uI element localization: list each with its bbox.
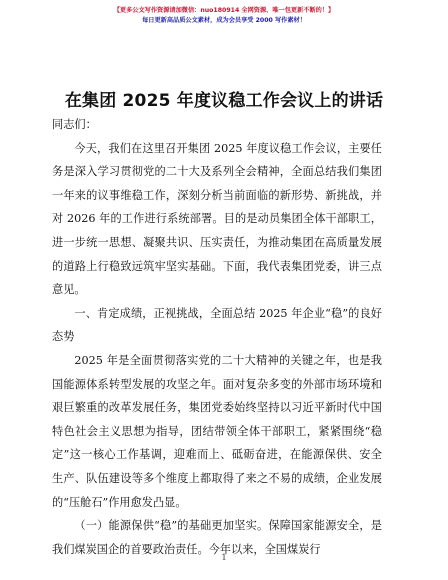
document-title: 在集团 2025 年度议稳工作会议上的讲话 (64, 91, 384, 111)
section-heading-1: 一、肯定成绩，正视挑战，全面总结 2025 年企业“稳”的良好态势 (52, 306, 382, 344)
document-body (52, 113, 382, 561)
paragraph-energy-supply: （一）能源保供“稳”的基础更加坚实。保障国家能源安全，是我们煤炭国企的首要政治责任。今年以来，全国煤炭行 (52, 519, 382, 556)
promo-line-membership: 每日更新高品质公文素材，成为会员享受 2000 写作素材！ (142, 17, 306, 24)
promo-line-wechat: 【更多公文写作资源请加微信：nuo180914 全网资源、唯一包更新不断的！】 (113, 7, 335, 14)
greeting: 同志们： (52, 118, 97, 131)
promo-banner (0, 6, 448, 26)
paragraph-2025-summary: 2025 年是全面贯彻落实党的二十大精神的关键之年，也是我国能源体系转型发展的攻坚之年。面对复杂多变的外部市场环境和艰巨繁重的改革发展任务，集团党委始终坚持以习近平新时代中国特色社会主义思想为指导，团结带领全体干部职工，紧紧围绕“稳定”这一核心工作基调，迎难而上、砥砺奋进，在能源保供、安全生产、队伍建设等多个维度上都取得了来之不易的成绩，企业发展的“压舱石”作用愈发凸显。 (52, 353, 382, 509)
paragraph-intro: 今天，我们在这里召开集团 2025 年度议稳工作会议，主要任务是深入学习贯彻党的二十大及系列全会精神，全面总结我们集团一年来的议事维稳工作，深刻分析当前面临的新形势、新挑战，并对 2026 年的工作进行系统部署。目的是动员集团全体干部职工，进一步统一思想、凝聚共识、压实责任，为推动集团在高质量发展的道路上行稳致远筑牢坚实基础。下面，我代表集团党委，讲三点意见。 (52, 141, 382, 297)
page-number: 1 (221, 553, 227, 562)
